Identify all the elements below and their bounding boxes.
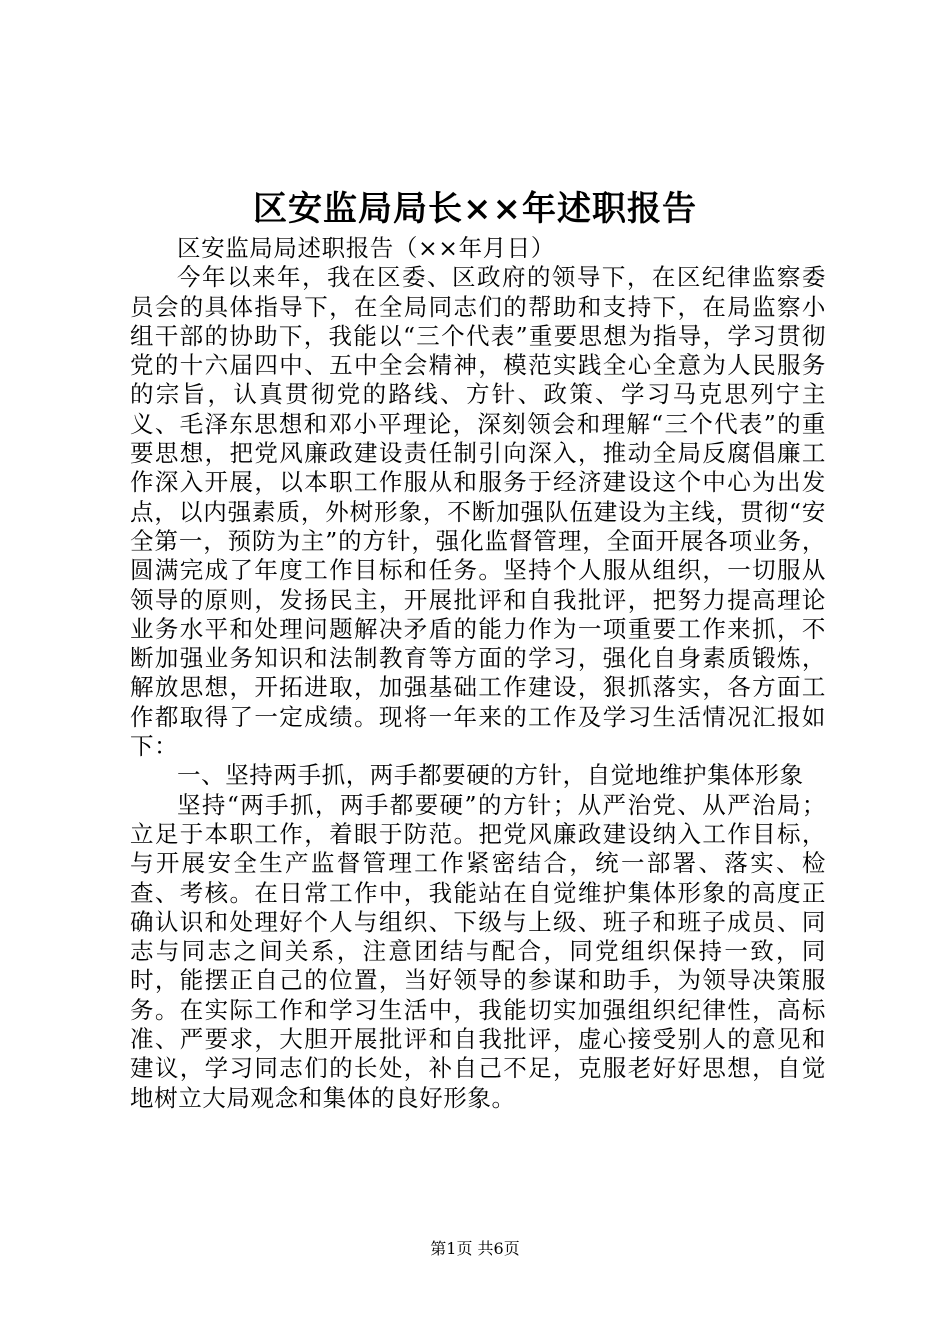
document-body	[130, 234, 826, 1113]
page-footer: 第1页 共6页	[430, 1239, 520, 1258]
body-paragraph-intro: 今年以来年，我在区委、区政府的领导下，在区纪律监察委员会的具体指导下，在全局同志们的帮助和支持下，在局监察小组干部的协助下，我能以“三个代表”重要思想为指导，学习贯彻党的十六届四中、五中全会精神，模范实践全心全意为人民服务的宗旨，认真贯彻党的路线、方针、政策、学习马克思列宁主义、毛泽东思想和邓小平理论，深刻领会和理解“三个代表”的重要思想，把党风廉政建设责任制引向深入，推动全局反腐倡廉工作深入开展，以本职工作服从和服务于经济建设这个中心为出发点，以内强素质，外树形象，不断加强队伍建设为主线，贯彻“安全第一，预防为主”的方针，强化监督管理，全面开展各项业务，圆满完成了年度工作目标和任务。坚持个人服从组织，一切服从领导的原则，发扬民主，开展批评和自我批评，把努力提高理论业务水平和处理问题解决矛盾的能力作为一项重要工作来抓，不断加强业务知识和法制教育等方面的学习，强化自身素质锻炼，解放思想，开拓进取，加强基础工作建设，狠抓落实，各方面工作都取得了一定成绩。现将一年来的工作及学习生活情况汇报如下：	[130, 263, 826, 761]
body-paragraph-section-1: 坚持“两手抓，两手都要硬”的方针；从严治党、从严治局；立足于本职工作，着眼于防范。把党风廉政建设纳入工作目标，与开展安全生产监督管理工作紧密结合，统一部署、落实、检查、考核。在日常工作中，我能站在自觉维护集体形象的高度正确认识和处理好个人与组织、下级与上级、班子和班子成员、同志与同志之间关系，注意团结与配合，同党组织保持一致，同时，能摆正自己的位置，当好领导的参谋和助手，为领导决策服务。在实际工作和学习生活中，我能切实加强组织纪律性，高标准、严要求，大胆开展批评和自我批评，虚心接受别人的意见和建议，学习同志们的长处，补自己不足，克服老好好思想，自觉地树立大局观念和集体的良好形象。	[130, 790, 826, 1112]
document-title: 区安监局局长××年述职报告	[253, 189, 697, 229]
section-heading-1: 一、坚持两手抓，两手都要硬的方针，自觉地维护集体形象	[177, 761, 804, 790]
report-subtitle: 区安监局局述职报告（××年月日）	[177, 234, 555, 262]
